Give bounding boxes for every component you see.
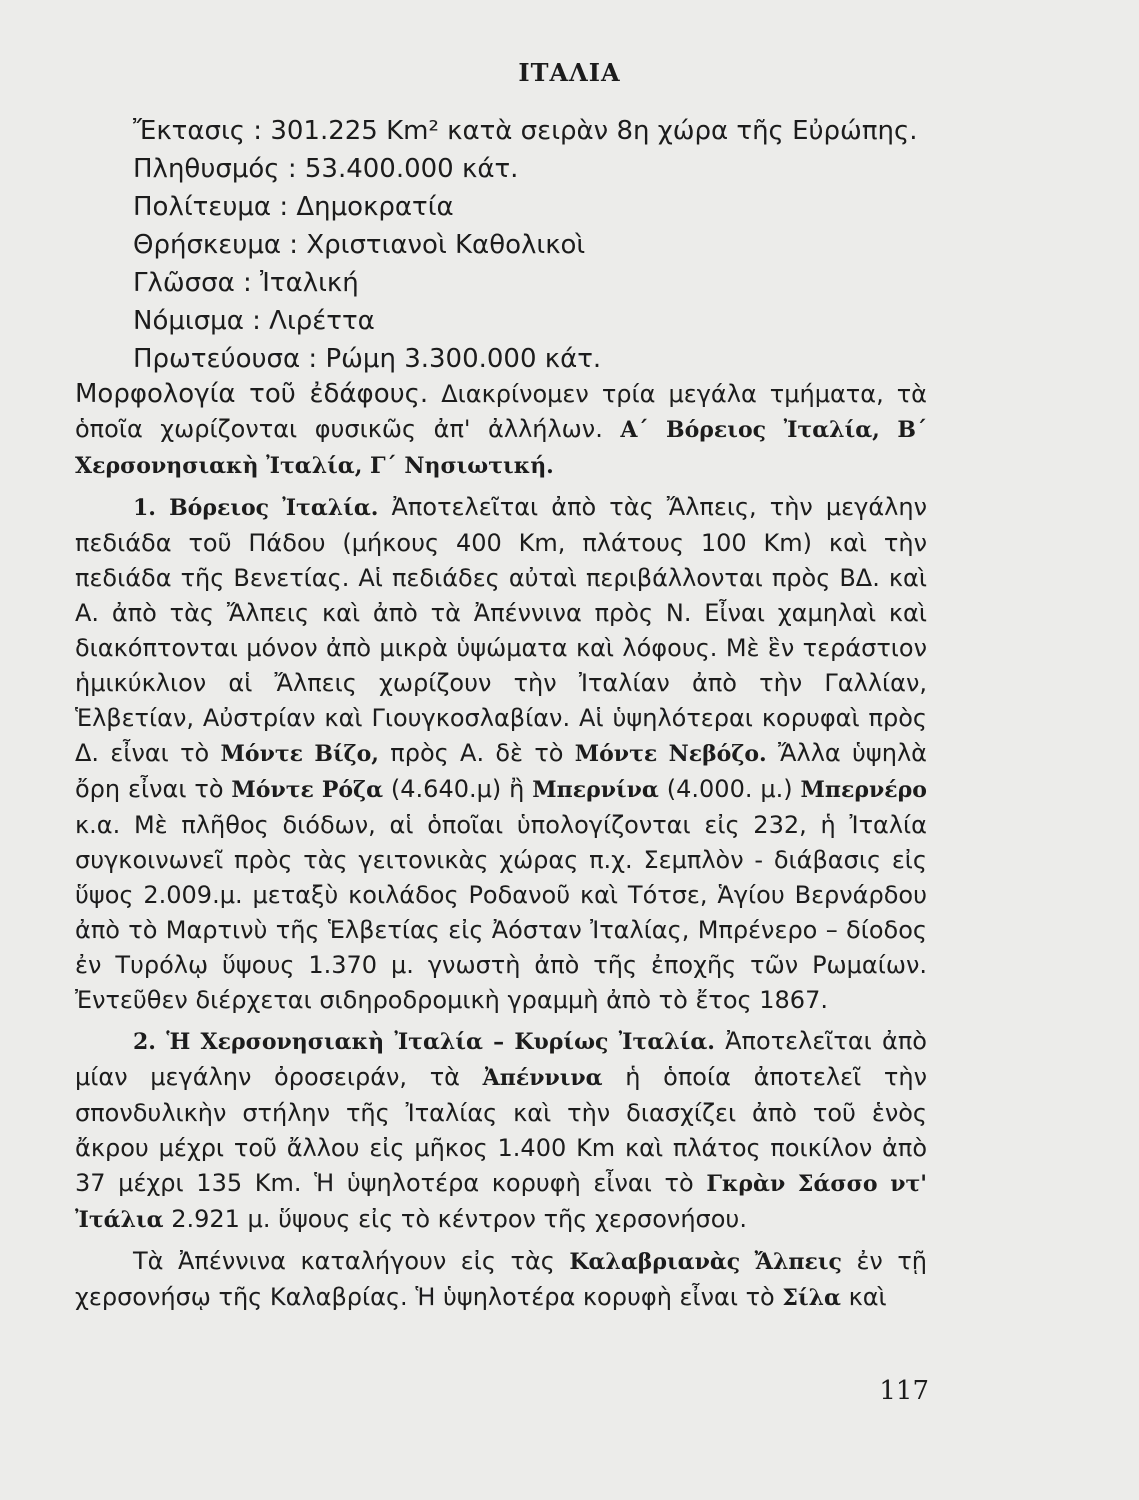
paragraph-text: Ἀποτελεῖται ἀπὸ μίαν μεγάλην ὀροσειράν, τὰ	[75, 1027, 927, 1091]
section-heading: 2. Ἡ Χερσονησιακὴ Ἰταλία – Κυρίως Ἰταλία.	[133, 1029, 715, 1055]
fact-value: Ἰταλική	[260, 268, 359, 298]
page-body	[75, 377, 927, 1322]
paragraph-text: πρὸς Α. δὲ τὸ	[390, 739, 564, 767]
fact-label: Νόμισμα	[133, 306, 244, 336]
paragraph-text: ἐν τῇ χερσονήσῳ τῆς Καλαβρίας. Ἡ ὑψηλοτέρα κορυφὴ εἶναι τὸ	[75, 1247, 927, 1311]
fact-value: Ρώμη 3.300.000 κάτ.	[325, 344, 602, 374]
country-facts	[133, 112, 953, 378]
page-title: ΙΤΑΛΙΑ	[518, 58, 621, 87]
place-name: Μόντε Ρόζα	[231, 777, 384, 803]
paragraph-text: Τὰ Ἀπέννινα καταλήγουν εἰς τὰς	[133, 1247, 555, 1275]
place-name: Μόντε Νεβόζο.	[574, 741, 767, 767]
paragraph-text: (4.000. μ.)	[666, 775, 793, 803]
paragraph-apennines	[75, 1244, 927, 1316]
place-name: Μπερνίνα	[532, 777, 659, 803]
place-name: Σίλα	[782, 1285, 841, 1311]
fact-value: 301.225 Km² κατὰ σειρὰν 8η χώρα τῆς Εὐρώπης.	[270, 116, 918, 146]
paragraph-text: (4.640.μ) ἢ	[390, 775, 525, 803]
paragraph-text: Ἄλλα ὑψηλὰ ὄρη εἶναι τὸ	[75, 739, 927, 803]
place-name: Καλαβριανὰς Ἄλπεις	[569, 1249, 842, 1275]
fact-value: Δημοκρατία	[296, 192, 454, 222]
paragraph-peninsular-italy	[75, 1024, 927, 1238]
paragraph-text: ἡ ὁποία ἀποτελεῖ τὴν σπονδυλικὴν στήλην τῆς Ἰταλίας καὶ τὴν διασχίζει ἀπὸ τοῦ ἑνὸς ἄκρου μέχρι τοῦ ἄλλου εἰς μῆκος 1.400 Km καὶ πλάτος ποικίλον ἀπὸ 37 μέχρι 135 Km. Ἡ ὑψηλοτέρα κορυφὴ εἶναι τὸ	[75, 1063, 927, 1197]
fact-population: Πληθυσμός : 53.400.000 κάτ.	[133, 154, 519, 184]
paragraph-morphology	[75, 377, 927, 484]
fact-area: Ἔκτασις : 301.225 Km² κατὰ σειρὰν 8η χώρα τῆς Εὐρώπης.	[133, 116, 918, 146]
paragraph-text: κ.α. Μὲ πλῆθος διόδων, αἱ ὁποῖαι ὑπολογίζονται εἰς 232, ἡ Ἰταλία συγκοινωνεῖ πρὸς τὰς γειτονικὰς χώρας π.χ. Σεμπλὸν - διάβασις εἰς ὕψος 2.009.μ. μεταξὺ κοιλάδος Ροδανοῦ καὶ Τότσε, Ἁγίου Βερνάρδου ἀπὸ τὸ Μαρτινὺ τῆς Ἑλβετίας εἰς Ἀόσταν Ἰταλίας, Μπρένερο – δίοδος ἐν Τυρόλῳ ὕψους 1.370 μ. γνωστὴ ἀπὸ τῆς ἐποχῆς τῶν Ρωμαίων. Ἐντεῦθεν διέρχεται σιδηροδρομικὴ γραμμὴ ἀπὸ τὸ ἔτος 1867.	[75, 811, 927, 1014]
divisions-text: Α΄ Βόρειος Ἰταλία, Β΄ Χερσονησιακὴ Ἰταλία, Γ΄ Νησιωτική.	[75, 417, 927, 479]
fact-currency: Νόμισμα : Λιρέττα	[133, 306, 375, 336]
fact-label: Πληθυσμός	[133, 154, 280, 184]
fact-label: Πολίτευμα	[133, 192, 272, 222]
page-number: 117	[879, 1376, 929, 1406]
fact-value: 53.400.000 κάτ.	[304, 154, 519, 184]
fact-language: Γλῶσσα : Ἰταλική	[133, 268, 359, 298]
morphology-heading: Μορφολογία τοῦ ἐδάφους.	[75, 379, 429, 409]
paragraph-north-italy	[75, 490, 927, 1018]
fact-label: Ἔκτασις	[133, 116, 246, 146]
fact-value: Χριστιανοὶ Καθολικοὶ	[306, 230, 586, 260]
paragraph-text: Διακρίνομεν τρία μεγάλα τμήματα, τὰ ὁποῖα χωρίζονται φυσικῶς ἀπ' ἀλλήλων.	[75, 380, 927, 443]
fact-value: Λιρέττα	[269, 306, 375, 336]
fact-label: Θρήσκευμα	[133, 230, 282, 260]
paragraph-text: καὶ	[848, 1283, 887, 1311]
paragraph-text: Ἀποτελεῖται ἀπὸ τὰς Ἄλπεις, τὴν μεγάλην πεδιάδα τοῦ Πάδου (μήκους 400 Km, πλάτους 100 Km) καὶ τὴν πεδιάδα τῆς Βενετίας. Αἱ πεδιάδες αὐταὶ περιβάλλονται πρὸς ΒΔ. καὶ Α. ἀπὸ τὰς Ἄλπεις καὶ ἀπὸ τὰ Ἀπέννινα πρὸς Ν. Εἶναι χαμηλαὶ καὶ διακόπτονται μόνον ἀπὸ μικρὰ ὑψώματα καὶ λόφους. Μὲ ἓν τεράστιον ἡμικύκλιον αἱ Ἄλπεις χωρίζουν τὴν Ἰταλίαν ἀπὸ τὴν Γαλλίαν, Ἑλβετίαν, Αὐστρίαν καὶ Γιουγκοσλαβίαν. Αἱ ὑψηλότεραι κορυφαὶ πρὸς Δ. εἶναι τὸ	[75, 493, 927, 767]
fact-capital: Πρωτεύουσα : Ρώμη 3.300.000 κάτ.	[133, 344, 602, 374]
fact-label: Πρωτεύουσα	[133, 344, 301, 374]
place-name: Γκρὰν Σάσσο ντ' Ἰτάλια	[75, 1171, 928, 1233]
fact-label: Γλῶσσα	[133, 268, 235, 298]
section-heading: 1. Βόρειος Ἰταλία.	[133, 495, 379, 521]
place-name: Μόντε Βίζο,	[220, 741, 379, 767]
place-name: Ἀπέννινα	[482, 1065, 603, 1091]
paragraph-text: 2.921 μ. ὕψους εἰς τὸ κέντρον τῆς χερσονήσου.	[171, 1205, 747, 1233]
fact-government: Πολίτευμα : Δημοκρατία	[133, 192, 454, 222]
fact-religion: Θρήσκευμα : Χριστιανοὶ Καθολικοὶ	[133, 230, 586, 260]
place-name: Μπερνέρο	[800, 777, 927, 803]
